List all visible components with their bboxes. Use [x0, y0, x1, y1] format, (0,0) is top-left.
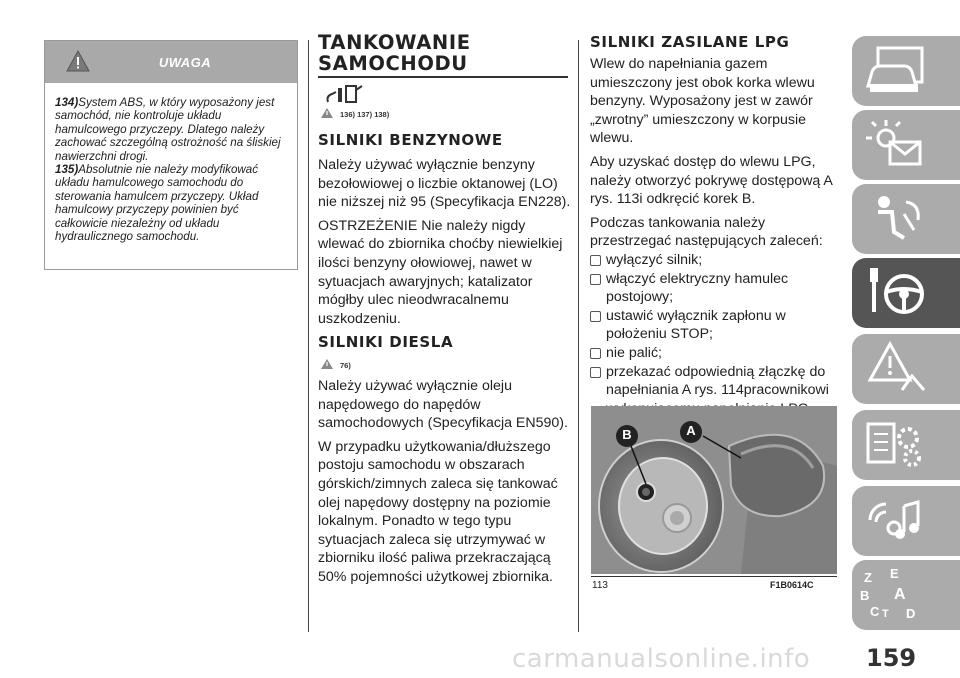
note-number: 134)	[55, 96, 79, 109]
index-letter: C	[870, 604, 880, 619]
note-refs: 76)	[340, 361, 351, 370]
tab-multimedia[interactable]	[852, 486, 960, 556]
column-divider	[578, 40, 579, 632]
warning-triangle-icon	[320, 358, 334, 370]
list-item	[590, 344, 842, 363]
list-item	[590, 251, 842, 270]
paragraph: Aby uzyskać dostęp do wlewu LPG, należy otworzyć pokrywę dostępową A rys. 113i odkręcić korek B.	[590, 153, 833, 208]
tab-emergency[interactable]	[852, 334, 960, 404]
section-heading: SILNIKI DIESLA	[318, 333, 454, 351]
index-letter: Z	[864, 570, 872, 585]
tab-lights[interactable]	[852, 110, 960, 180]
car-dashboard-icon	[864, 42, 930, 100]
section-heading: SILNIKI ZASILANE LPG	[590, 33, 790, 51]
warning-text	[55, 96, 291, 243]
section-heading	[318, 32, 568, 74]
warning-triangle-icon	[320, 107, 334, 119]
tab-maintenance[interactable]	[852, 410, 960, 480]
index-letter: E	[890, 566, 899, 581]
figure-label-a: A	[686, 423, 696, 438]
paragraph: Należy używać wyłącznie benzyny bezołowiowej o liczbie oktanowej (LO) nie niższej niż 95 (Specyfikacja EN228).	[318, 157, 571, 211]
section-body	[590, 55, 842, 418]
heading-rule	[318, 76, 568, 78]
section-body	[318, 156, 574, 333]
maintenance-gears-icon	[864, 416, 930, 474]
light-envelope-icon	[864, 116, 930, 174]
list-item-text: włączyć elektryczny hamulec postojowy;	[606, 270, 789, 306]
list-item-text: wyłączyć silnik;	[606, 251, 703, 268]
list-item-text: ustawić wyłącznik zapłonu w położeniu STOP;	[606, 307, 786, 343]
tab-dashboard[interactable]	[852, 36, 960, 106]
section-body	[318, 377, 574, 592]
note-text: System ABS, w który wyposażony jest samochód, nie kontroluje układu hamulcowego przyczepy. Dlatego należy zachować szczególną ostrożność na śliskiej nawierzchni drogi.	[55, 96, 281, 163]
index-letter: B	[860, 588, 870, 603]
bullet-box-icon	[590, 274, 601, 285]
watermark: carmanualsonline.info	[512, 644, 811, 674]
list-item-text: przekazać odpowiednią złączkę do napełniania A rys. 114pracownikowi	[606, 363, 829, 399]
column-divider	[308, 40, 309, 632]
warning-header	[45, 41, 297, 83]
list-item	[590, 307, 842, 344]
multimedia-satellite-icon	[864, 492, 930, 550]
bullet-box-icon	[590, 348, 601, 359]
tab-starting-driving[interactable]	[852, 258, 960, 328]
tab-safety[interactable]	[852, 184, 960, 254]
note-text: Absolutnie nie należy modyfikować układu hamulcowego samochodu do sterowania hamulcem przyczepy. Układ hamulcowy przyczepy powinien być całkowicie niezależny od układu hydraulicznego samochodu.	[55, 163, 259, 244]
warning-title: UWAGA	[158, 55, 212, 70]
seat-airbag-icon	[864, 190, 930, 248]
figure-label-b: B	[622, 427, 632, 442]
paragraph: OSTRZEŻENIE Nie należy nigdy wlewać do zbiornika choćby niewielkiej ilości benzyny ołowiowej, nawet w sytuacjach awaryjnych; katalizator mógłby ulec nieodwracalnemu uszkodzeniu.	[318, 217, 563, 327]
index-letter: D	[906, 606, 916, 621]
fuel-filler-figure	[591, 406, 837, 574]
heading-line: TANKOWANIE	[318, 31, 471, 54]
paragraph: Należy używać wyłącznie oleju napędowego do napędów samochodowych (Specyfikacja EN590).	[318, 378, 568, 432]
warning-box	[44, 40, 298, 270]
tab-index[interactable]	[852, 560, 960, 630]
page-number: 159	[866, 644, 917, 672]
index-letter: A	[894, 586, 906, 603]
list-item-text: nie palić;	[606, 344, 662, 361]
warning-triangle-icon	[65, 49, 91, 73]
no-leaded-fuel-icon	[322, 82, 382, 106]
paragraph: Podczas tankowania należy przestrzegać następujących zaleceń:	[590, 214, 823, 250]
heading-line: SAMOCHODU	[318, 52, 468, 75]
figure-code: F1B0614C	[770, 580, 814, 590]
warning-road-icon	[864, 340, 930, 398]
list-item	[590, 270, 842, 307]
key-steering-wheel-icon	[864, 264, 930, 322]
note-refs: 136) 137) 138)	[340, 110, 390, 119]
paragraph: Wlew do napełniania gazem umieszczony jest obok korka wlewu benzyny. Wyposażony jest w zawór „zwrotny” umieszczony w korpusie wlewu.	[590, 56, 815, 147]
bullet-box-icon	[590, 255, 601, 266]
note-number: 135)	[55, 163, 79, 177]
figure-number: 113	[592, 580, 608, 591]
section-heading: SILNIKI BENZYNOWE	[318, 131, 503, 149]
bullet-box-icon	[590, 367, 601, 378]
bullet-box-icon	[590, 311, 601, 322]
paragraph: W przypadku użytkowania/dłuższego postoju samochodu w obszarach górskich/zimnych zaleca się tankować olej napędowy dostępny na poziomie lokalnym. Ponadto w tego typu sytuacjach zaleca się utrzymywać w zbiorniku ilość paliwa przekraczającą 50% pojemności użytkowej zbiornika.	[318, 438, 558, 585]
figure-rule	[591, 576, 837, 577]
index-letter: T	[882, 608, 889, 620]
